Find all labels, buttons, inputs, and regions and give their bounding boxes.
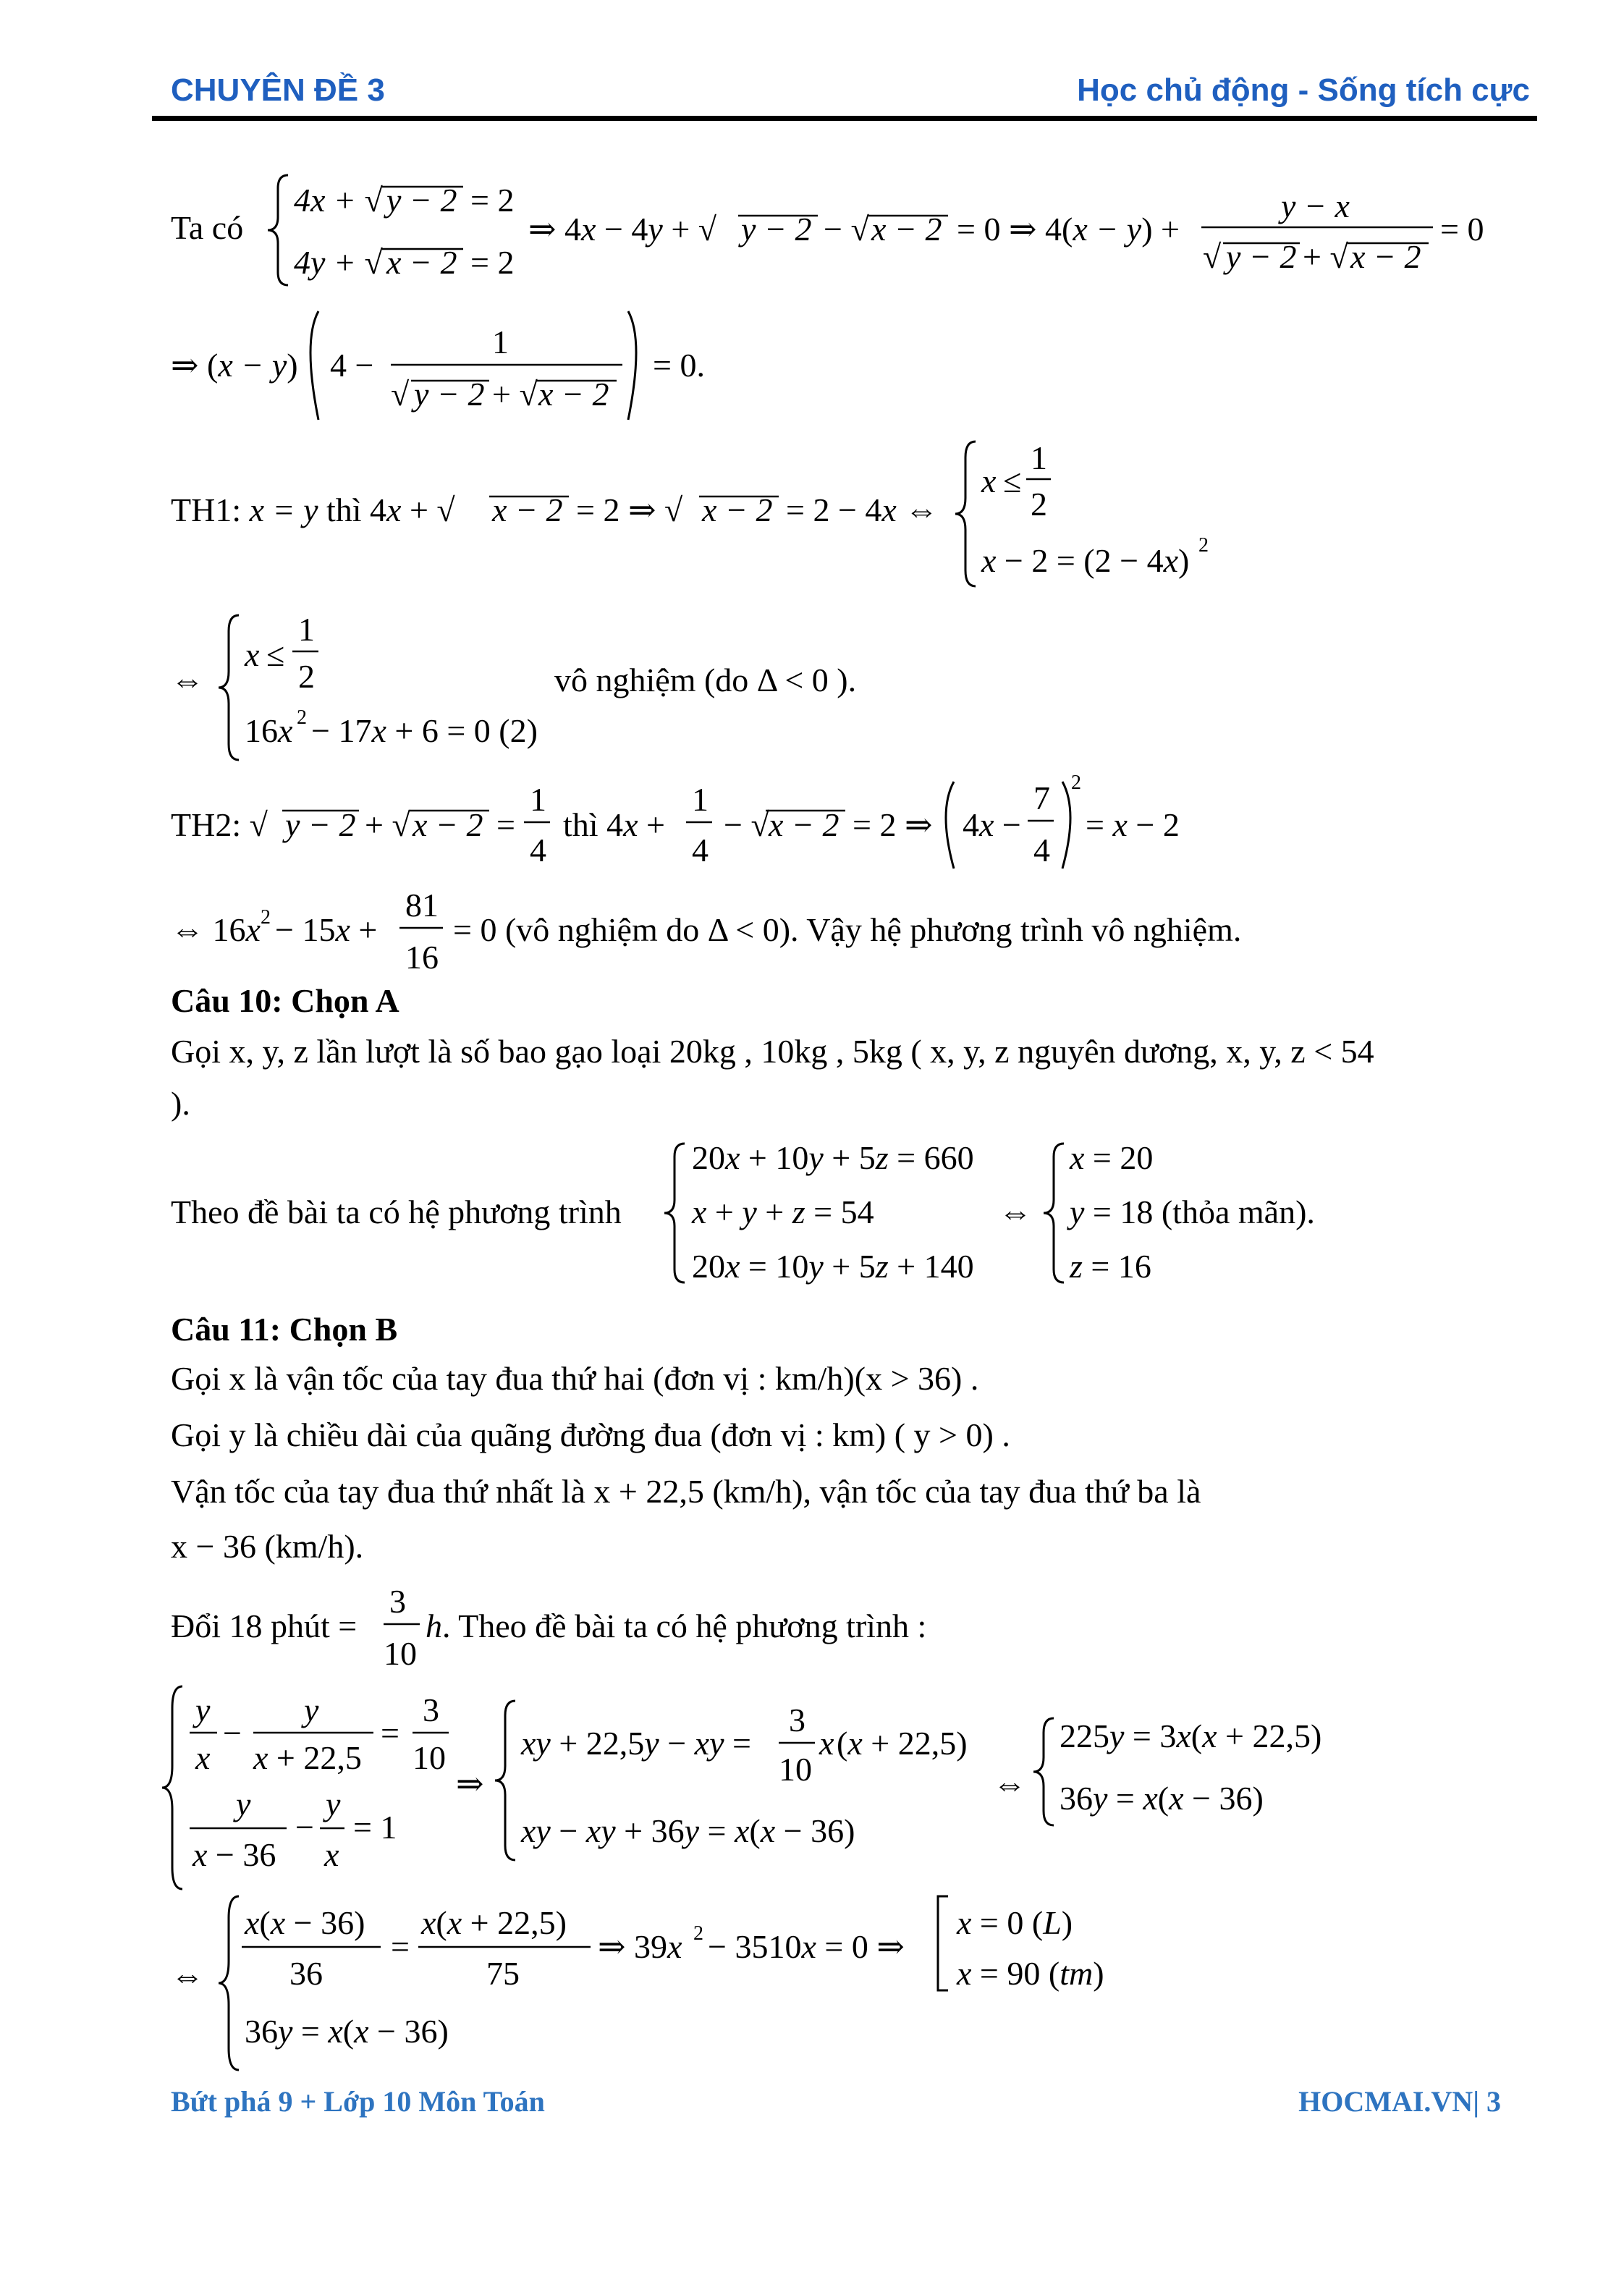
svg-text:− 15x +: − 15x + bbox=[275, 911, 378, 948]
svg-text:= 0.: = 0. bbox=[653, 347, 705, 384]
svg-text:TH2: √: TH2: √ bbox=[171, 806, 268, 843]
cau11-line-2: Gọi y là chiều dài của quãng đường đua (đơn vị : km) ( y > 0) . bbox=[171, 1416, 1010, 1453]
svg-text:x − 2: x − 2 bbox=[492, 491, 563, 528]
svg-text:20x = 10y + 5z + 140: 20x = 10y + 5z + 140 bbox=[692, 1248, 974, 1285]
svg-text:= 2 − 4x ⇔: = 2 − 4x ⇔ bbox=[786, 491, 939, 528]
svg-text:x − 2: x − 2 bbox=[1350, 238, 1421, 275]
header-title: CHUYÊN ĐỀ 3 bbox=[171, 72, 385, 108]
svg-text:y: y bbox=[236, 1786, 251, 1822]
svg-text:y − x: y − x bbox=[1281, 187, 1350, 224]
svg-text:10: 10 bbox=[384, 1635, 417, 1672]
math-block-th2 bbox=[171, 772, 1180, 869]
svg-text:y = 18 (thỏa mãn).: y = 18 (thỏa mãn). bbox=[1070, 1193, 1315, 1230]
svg-text:⇒ (x − y): ⇒ (x − y) bbox=[171, 347, 298, 384]
svg-text:4x −: 4x − bbox=[963, 806, 1021, 843]
svg-text:x = 90 (tm): x = 90 (tm) bbox=[957, 1955, 1104, 1992]
svg-text:x: x bbox=[981, 462, 997, 499]
svg-text:h. Theo đề bài ta có hệ phương: h. Theo đề bài ta có hệ phương trình : bbox=[426, 1607, 927, 1644]
svg-text:36: 36 bbox=[289, 1955, 323, 1992]
svg-text:⇔: ⇔ bbox=[993, 1765, 1026, 1802]
svg-text:−: − bbox=[223, 1715, 242, 1752]
svg-text:1: 1 bbox=[1031, 439, 1047, 476]
svg-text:= 2: = 2 bbox=[470, 244, 515, 281]
cau10-line-3: Theo đề bài ta có hệ phương trình bbox=[171, 1193, 622, 1230]
svg-text:2: 2 bbox=[693, 1922, 703, 1945]
svg-text:7: 7 bbox=[1033, 779, 1050, 816]
svg-text:2: 2 bbox=[297, 706, 307, 729]
svg-text:y − 2: y − 2 bbox=[285, 806, 356, 843]
svg-text:225y = 3x(x + 22,5): 225y = 3x(x + 22,5) bbox=[1060, 1717, 1322, 1754]
svg-text:36y = x(x − 36): 36y = x(x − 36) bbox=[1060, 1780, 1264, 1817]
svg-text:x: x bbox=[195, 1739, 211, 1776]
svg-text:= 2: = 2 bbox=[470, 182, 515, 219]
sys1-b: 4y + √ bbox=[294, 244, 383, 281]
svg-text:4: 4 bbox=[1033, 832, 1050, 869]
svg-text:= 0 ⇒ 4(x − y) +: = 0 ⇒ 4(x − y) + bbox=[957, 211, 1180, 248]
svg-text:y − 2: y − 2 bbox=[414, 376, 485, 413]
svg-text:= 1: = 1 bbox=[353, 1809, 397, 1846]
svg-text:x − 2: x − 2 bbox=[702, 491, 773, 528]
ta-co-label: Ta có bbox=[171, 209, 244, 246]
svg-text:TH1: x = y thì 4x + √: TH1: x = y thì 4x + √ bbox=[171, 491, 455, 528]
svg-text:1: 1 bbox=[692, 781, 709, 818]
svg-text:≤: ≤ bbox=[1003, 462, 1022, 499]
cau10-title: Câu 10: Chọn A bbox=[171, 982, 399, 1019]
svg-text:x(x + 22,5): x(x + 22,5) bbox=[421, 1904, 567, 1941]
svg-text:4 −: 4 − bbox=[330, 347, 374, 384]
footer-site-page: HOCMAI.VN| 3 bbox=[1298, 2085, 1501, 2118]
svg-text:y − 2: y − 2 bbox=[386, 182, 457, 219]
svg-text:x + y + z = 54: x + y + z = 54 bbox=[692, 1193, 874, 1230]
cau11-line-4: x − 36 (km/h). bbox=[171, 1528, 364, 1565]
svg-text:(x + 22,5): (x + 22,5) bbox=[837, 1725, 968, 1762]
svg-text:x − 2 = (2 − 4x): x − 2 = (2 − 4x) bbox=[981, 542, 1190, 579]
svg-text:3: 3 bbox=[389, 1583, 406, 1620]
svg-text:⇒: ⇒ bbox=[456, 1765, 484, 1802]
svg-text:y − 2: y − 2 bbox=[1226, 238, 1297, 275]
svg-text:20x + 10y + 5z = 660: 20x + 10y + 5z = 660 bbox=[692, 1139, 974, 1176]
svg-text:z = 16: z = 16 bbox=[1070, 1248, 1151, 1285]
math-block-intro bbox=[171, 175, 1484, 285]
svg-text:2: 2 bbox=[261, 906, 271, 929]
svg-text:= 2 ⇒: = 2 ⇒ bbox=[853, 806, 933, 843]
svg-text:Đổi 18 phút =: Đổi 18 phút = bbox=[171, 1607, 358, 1644]
cau10-line-2: ). bbox=[171, 1085, 190, 1122]
svg-text:− 3510x = 0 ⇒: − 3510x = 0 ⇒ bbox=[708, 1928, 905, 1965]
svg-text:−: − bbox=[295, 1809, 314, 1846]
svg-text:⇔ 16x: ⇔ 16x bbox=[171, 911, 261, 948]
svg-text:16: 16 bbox=[405, 939, 439, 976]
brace-1 bbox=[268, 175, 288, 285]
svg-text:16x: 16x bbox=[245, 712, 293, 749]
svg-text:10: 10 bbox=[413, 1739, 446, 1776]
svg-text:x − 36: x − 36 bbox=[193, 1836, 276, 1873]
svg-text:x: x bbox=[819, 1725, 834, 1762]
svg-text:x = 0 (L): x = 0 (L) bbox=[957, 1904, 1073, 1941]
svg-text:xy − xy + 36y = x(x − 36): xy − xy + 36y = x(x − 36) bbox=[521, 1812, 855, 1849]
svg-text:x − 2: x − 2 bbox=[413, 806, 483, 843]
th1b-note: vô nghiệm (do Δ < 0 ). bbox=[554, 662, 857, 698]
svg-text:x − 2: x − 2 bbox=[538, 376, 609, 413]
math-block-factor bbox=[171, 311, 705, 420]
svg-text:y − 2: y − 2 bbox=[741, 211, 812, 248]
svg-text:− √: − √ bbox=[724, 806, 769, 843]
svg-text:x = 20: x = 20 bbox=[1070, 1139, 1154, 1176]
svg-text:− 17x + 6 = 0 (2): − 17x + 6 = 0 (2) bbox=[311, 712, 538, 749]
svg-text:thì 4x +: thì 4x + bbox=[563, 806, 665, 843]
cau11-title: Câu 11: Chọn B bbox=[171, 1311, 398, 1348]
svg-text:1: 1 bbox=[530, 781, 546, 818]
svg-text:⇔: ⇔ bbox=[171, 1957, 204, 1994]
svg-text:2: 2 bbox=[1198, 534, 1209, 557]
cau11-line-1: Gọi x là vận tốc của tay đua thứ hai (đơn vị : km/h)(x > 36) . bbox=[171, 1360, 979, 1397]
eq1-part: ⇒ 4x − 4y + √ bbox=[528, 211, 717, 248]
svg-text:3: 3 bbox=[789, 1702, 805, 1738]
svg-text:2: 2 bbox=[1031, 486, 1047, 523]
sys1-a: 4x + √ bbox=[294, 182, 383, 219]
svg-text:⇔: ⇔ bbox=[999, 1193, 1032, 1230]
svg-text:√: √ bbox=[391, 376, 410, 413]
svg-text:=: = bbox=[391, 1928, 410, 1965]
math-block-th1 bbox=[171, 439, 1209, 586]
svg-text:y: y bbox=[304, 1691, 319, 1728]
svg-text:− √: − √ bbox=[824, 211, 869, 248]
svg-text:x(x − 36): x(x − 36) bbox=[245, 1904, 365, 1941]
svg-text:3: 3 bbox=[423, 1691, 439, 1728]
svg-text:+ √: + √ bbox=[1303, 238, 1348, 275]
svg-text:2: 2 bbox=[298, 658, 315, 695]
svg-text:1: 1 bbox=[492, 324, 509, 360]
svg-text:=: = bbox=[496, 806, 515, 843]
svg-text:x + 22,5: x + 22,5 bbox=[253, 1739, 362, 1776]
svg-text:36y = x(x − 36): 36y = x(x − 36) bbox=[245, 2013, 449, 2050]
svg-text:≤: ≤ bbox=[266, 636, 285, 673]
svg-text:+ √: + √ bbox=[492, 376, 538, 413]
svg-text:+ √: + √ bbox=[365, 806, 410, 843]
header-slogan: Học chủ động - Sống tích cực bbox=[1077, 72, 1530, 108]
svg-text:= x − 2: = x − 2 bbox=[1086, 806, 1180, 843]
svg-text:= 0: = 0 bbox=[1440, 211, 1484, 248]
svg-text:=: = bbox=[381, 1715, 399, 1752]
svg-text:⇔: ⇔ bbox=[171, 662, 204, 698]
cau10-line-1: Gọi x, y, z lần lượt là số bao gạo loại 20kg , 10kg , 5kg ( x, y, z nguyên dương, x, y, z < 54 bbox=[171, 1033, 1374, 1070]
svg-text:xy + 22,5y − xy =: xy + 22,5y − xy = bbox=[521, 1725, 751, 1762]
svg-text:y: y bbox=[326, 1786, 341, 1822]
svg-text:x − 2: x − 2 bbox=[386, 244, 457, 281]
svg-text:75: 75 bbox=[486, 1955, 520, 1992]
svg-text:1: 1 bbox=[298, 611, 315, 648]
svg-text:= 0 (vô nghiệm do Δ < 0). Vậ: = 0 (vô nghiệm do Δ < 0). Vậy hệ phương trình vô nghiệm. bbox=[453, 911, 1242, 948]
svg-text:⇒ 39x: ⇒ 39x bbox=[598, 1928, 682, 1965]
footer-course: Bứt phá 9 + Lớp 10 Môn Toán bbox=[171, 2085, 545, 2118]
svg-text:x − 2: x − 2 bbox=[871, 211, 942, 248]
svg-text:4: 4 bbox=[530, 832, 546, 869]
svg-text:x: x bbox=[245, 636, 260, 673]
svg-text:10: 10 bbox=[779, 1751, 812, 1788]
math-block-th1b bbox=[171, 611, 856, 760]
cau11-line-3: Vận tốc của tay đua thứ nhất là x + 22,5 (km/h), vận tốc của tay đua thứ ba là bbox=[171, 1473, 1201, 1510]
svg-text:x: x bbox=[324, 1836, 339, 1873]
svg-text:= 2 ⇒ √: = 2 ⇒ √ bbox=[576, 491, 683, 528]
svg-text:81: 81 bbox=[405, 887, 439, 924]
svg-text:2: 2 bbox=[1071, 772, 1081, 794]
math-block-th2-result bbox=[171, 887, 1241, 976]
svg-text:x − 2: x − 2 bbox=[769, 806, 840, 843]
svg-text:y: y bbox=[195, 1691, 211, 1728]
svg-text:4: 4 bbox=[692, 832, 709, 869]
svg-text:√: √ bbox=[1203, 238, 1222, 275]
